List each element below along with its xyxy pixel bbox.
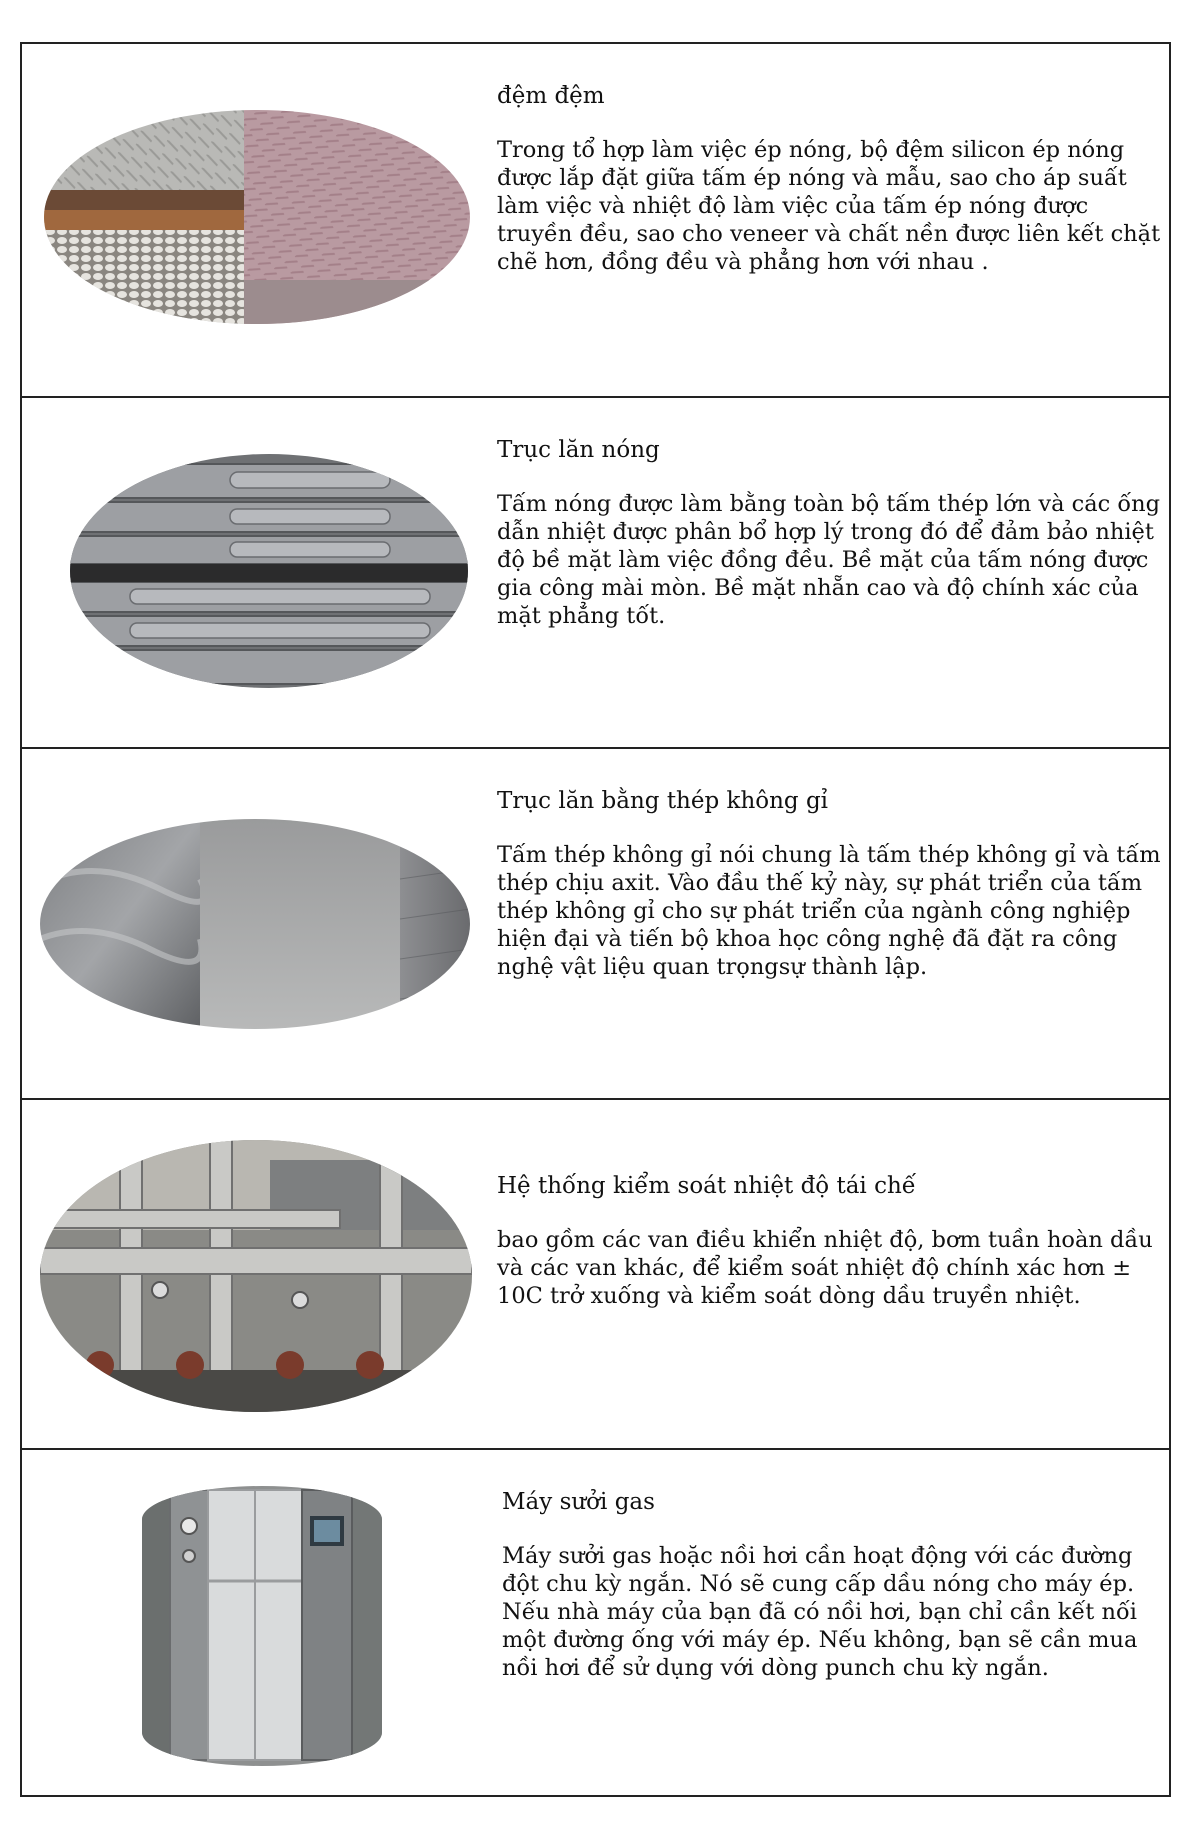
feature-row-cushion [22, 44, 1169, 396]
product-feature-sheet [20, 42, 1171, 1797]
section-body: bao gồm các van điều khiển nhiệt độ, bơm tuần hoàn dầu và các van khác, để kiểm soát nhiệt độ chính xác hơn ± 10C trở xuống và kiểm soát dòng dầu truyền nhiệt. [497, 1227, 1153, 1309]
section-title: Hệ thống kiểm soát nhiệt độ tái chế [497, 1173, 916, 1199]
silicone-pad-photo [44, 110, 470, 324]
gas-heater-photo [142, 1486, 382, 1766]
section-title: đệm đệm [497, 83, 605, 109]
feature-text-cushion [497, 82, 1167, 276]
feature-text-hot-plate [497, 436, 1167, 630]
section-body: Máy sưởi gas hoặc nồi hơi cần hoạt động với các đường đột chu kỳ ngắn. Nó sẽ cung cấp dầu nóng cho máy ép. Nếu nhà máy của bạn đã có nồi hơi, bạn chỉ cần kết nối một đường ống với máy ép. Nếu không, bạn sẽ cần mua nồi hơi để sử dụng với dòng punch chu kỳ ngắn. [502, 1543, 1138, 1681]
temperature-system-photo [40, 1140, 472, 1412]
section-body: Tấm thép không gỉ nói chung là tấm thép không gỉ và tấm thép chịu axit. Vào đầu thế kỷ này, sự phát triển của tấm thép không gỉ cho sự phát triển của ngành công nghiệp hiện đại và tiến bộ khoa học công nghệ đã đặt ra công nghệ vật liệu quan trọngsự thành lập. [497, 842, 1161, 980]
feature-row-temperature [22, 1098, 1169, 1448]
section-body: Tấm nóng được làm bằng toàn bộ tấm thép lớn và các ống dẫn nhiệt được phân bổ hợp lý trong đó để đảm bảo nhiệt độ bề mặt làm việc đồng đều. Bề mặt của tấm nóng được gia công mài mòn. Bề mặt nhẵn cao và độ chính xác của mặt phẳng tốt. [497, 491, 1161, 629]
section-title: Trục lăn bằng thép không gỉ [497, 788, 829, 814]
section-title: Máy sưởi gas [502, 1489, 655, 1515]
feature-row-gas-heater [22, 1448, 1169, 1797]
hot-plate-photo [70, 454, 468, 688]
feature-row-hot-plate [22, 396, 1169, 747]
stainless-steel-photo [40, 819, 470, 1029]
feature-text-stainless [497, 787, 1167, 981]
feature-row-stainless [22, 747, 1169, 1098]
feature-text-temperature [497, 1172, 1167, 1310]
section-body: Trong tổ hợp làm việc ép nóng, bộ đệm silicon ép nóng được lắp đặt giữa tấm ép nóng và mẫu, sao cho áp suất làm việc và nhiệt độ làm việc của tấm ép nóng được truyền đều, sao cho veneer và chất nền được liên kết chặt chẽ hơn, đồng đều và phẳng hơn với nhau . [497, 137, 1161, 275]
section-title: Trục lăn nóng [497, 437, 660, 463]
feature-text-gas-heater [502, 1488, 1167, 1682]
